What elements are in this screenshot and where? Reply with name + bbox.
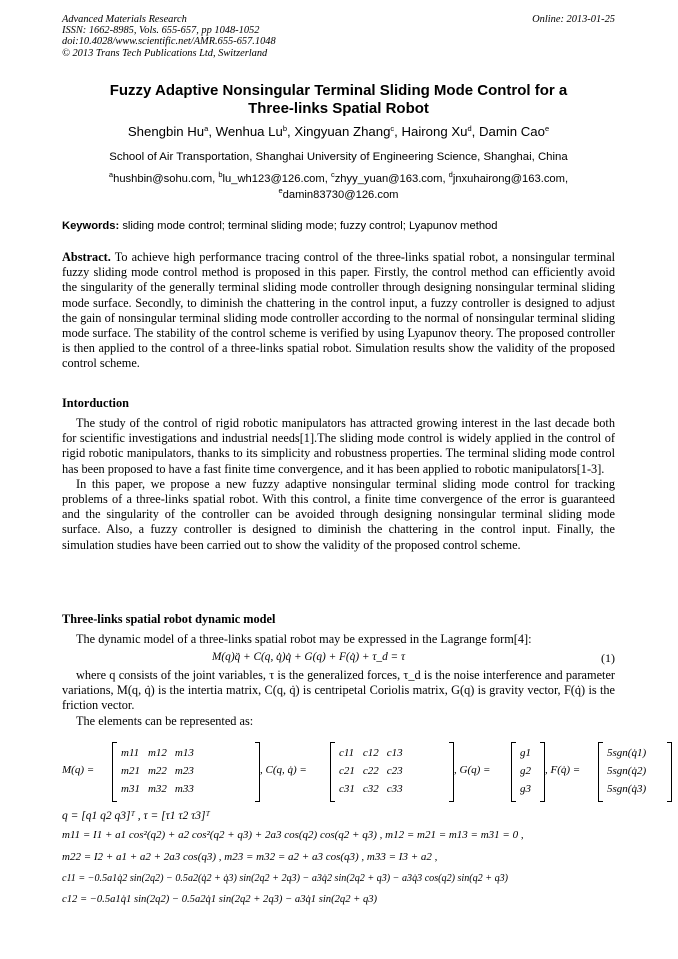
coriolis-matrix: c11 c12 c13 c21 c22 c23 c31 c32 c33 <box>330 742 454 802</box>
matrix-label-f: , F(q̇) = <box>545 764 581 776</box>
equation-c12: c12 = −0.5a1q̇1 sin(2q2) − 0.5a2q̇1 sin(2q2 + 2q3) − a3q̇1 sin(2q2 + q3) <box>62 894 378 905</box>
paragraph: The study of the control of rigid robotic manipulators has attracted growing interest in the last decade both for scientific investigations and industrial needs[1].The sliding mode control is widely applied in the control of rigid robotic manipulators, thanks to its simplicity and robustness properties. The terminal sliding mode control has been proposed to have a fast finite time convergence, and it has been applied to robotic manipulators[1-3]. <box>62 416 615 476</box>
equation-q-tau: q = [q1 q2 q3]ᵀ , τ = [τ1 τ2 τ3]ᵀ <box>62 810 210 822</box>
online-date: Online: 2013-01-25 <box>532 14 615 25</box>
author: Shengbin Hu$^a$ <box>127 124 209 139</box>
abstract-label: Abstract. <box>62 250 111 264</box>
author: Damin Cao$^e$ <box>478 124 550 139</box>
paper-title <box>62 82 615 118</box>
equation-1: M(q)q̈ + C(q, q̇)q̇ + G(q) + F(q̇) + τ_d = τ <box>212 651 406 663</box>
keywords-text: sliding mode control; terminal sliding mode; fuzzy control; Lyapunov method <box>122 220 498 232</box>
author: Hairong Xu$^d$ <box>401 124 472 139</box>
section-heading-dynamic-model: Three-links spatial robot dynamic model <box>62 612 276 626</box>
email[interactable]: $^b$lu_wh123@126.com <box>218 170 325 185</box>
author: Wenhua Lu$^b$ <box>215 124 288 139</box>
title-line-1: Fuzzy Adaptive Nonsingular Terminal Sliding Mode Control for a <box>109 82 568 99</box>
title-line-2: Three-links Spatial Robot <box>248 100 429 117</box>
model-intro <box>62 632 615 647</box>
matrix-label-c: , C(q, q̇) = <box>260 764 307 776</box>
paragraph: In this paper, we propose a new fuzzy adaptive nonsingular terminal sliding mode control for tracking problems of a three-links spatial robot. With this control, a finite time convergence of the error is guaranteed and the singularity of the controller can be avoided through designing nonsingular terminal sliding mode surface. Also, a fuzzy controller is designed to diminish the chattering in the control input. Finally, the simulation studies have been carried out to show the validity of the proposed control scheme. <box>62 476 615 552</box>
introduction-body <box>62 416 615 553</box>
copyright-line: © 2013 Trans Tech Publications Ltd, Switzerland <box>62 47 268 59</box>
inertia-matrix: m11 m12 m13 m21 m22 m23 m31 m32 m33 <box>112 742 260 802</box>
abstract-text: To achieve high performance tracing control of the three-links spatial robot, a nonsingular terminal fuzzy sliding mode control method is proposed in this paper. Firstly, the control method can efficiently avoid the singularity of the generally terminal sliding mode controller through designing nonsingular terminal sliding mode surface. Secondly, to diminish the chattering in the control input, a fuzzy controller is designed to adjust the gain of nonsingular terminal sliding mode controller according to the normal of nonsingular terminal sliding mode surface. The stability of the control scheme is verified by using Lyapunov theory. The proposed controller is then applied to the control of a three-links spatial robot. Simulation results show the validity of the proposed control scheme. <box>62 250 616 371</box>
email-list: $^a$hushbin@sohu.com, $^b$lu_wh123@126.com, $^c$zhyy_yuan@163.com, $^d$jnxuhairong@163.com, $^e$damin83730@126.com <box>108 170 569 201</box>
matrix-label-m: M(q) = <box>62 764 95 776</box>
author-list: Shengbin Hu$^a$, Wenhua Lu$^b$, Xingyuan Zhang$^c$, Hairong Xu$^d$, Damin Cao$^e$ <box>127 124 550 139</box>
issn-line: ISSN: 1662-8985, Vols. 655-657, pp 1048-1052 <box>62 25 260 37</box>
email[interactable]: $^d$jnxuhairong@163.com <box>448 170 565 185</box>
paragraph: The elements can be represented as: <box>76 713 254 728</box>
journal-header <box>62 14 615 59</box>
equation-c11: c11 = −0.5a1q̇2 sin(2q2) − 0.5a2(q̇2 + q̇3) sin(2q2 + 2q3) − a3q̇2 sin(2q2 + q3) − a3q̇3 cos(q2) sin(q2 + q3) <box>62 873 509 884</box>
matrix-definitions <box>62 742 647 804</box>
paragraph: The dynamic model of a three-links spatial robot may be expressed in the Lagrange form[4]: <box>76 632 532 646</box>
model-description <box>62 668 615 729</box>
paragraph: where q consists of the joint variables, τ is the generalized forces, τ_d is the noise interference and parameter variations, M(q, q̇) is the intertia matrix, C(q, q̇) is centripetal Coriolis matrix, G(q) is gravity vector, F(q̇) is the friction vector. <box>62 668 615 713</box>
journal-name: Advanced Materials Research <box>62 14 187 25</box>
email[interactable]: $^c$zhyy_yuan@163.com <box>330 170 443 185</box>
keywords <box>62 219 615 233</box>
affiliation: School of Air Transportation, Shanghai University of Engineering Science, Shanghai, China <box>109 151 568 163</box>
equation-number: (1) <box>601 651 615 665</box>
email[interactable]: $^e$damin83730@126.com <box>278 186 399 201</box>
section-heading-introduction: Intorduction <box>62 396 129 410</box>
friction-vector: 5sgn(q̇1) 5sgn(q̇2) 5sgn(q̇3) <box>598 742 672 802</box>
doi-line: doi:10.4028/www.scientific.net/AMR.655-657.1048 <box>62 36 276 48</box>
author: Xingyuan Zhang$^c$ <box>294 124 395 139</box>
email[interactable]: $^a$hushbin@sohu.com <box>108 170 213 185</box>
matrix-label-g: , G(q) = <box>454 764 491 776</box>
gravity-vector: g1 g2 g3 <box>511 742 545 802</box>
keywords-label: Keywords: <box>62 220 120 232</box>
equation-m11: m11 = I1 + a1 cos²(q2) + a2 cos²(q2 + q3) + 2a3 cos(q2) cos(q2 + q3) , m12 = m21 = m13 = m31 = 0 , <box>62 829 524 841</box>
abstract <box>62 250 615 372</box>
equation-m22: m22 = I2 + a1 + a2 + 2a3 cos(q3) , m23 = m32 = a2 + a3 cos(q3) , m33 = I3 + a2 , <box>62 851 438 863</box>
